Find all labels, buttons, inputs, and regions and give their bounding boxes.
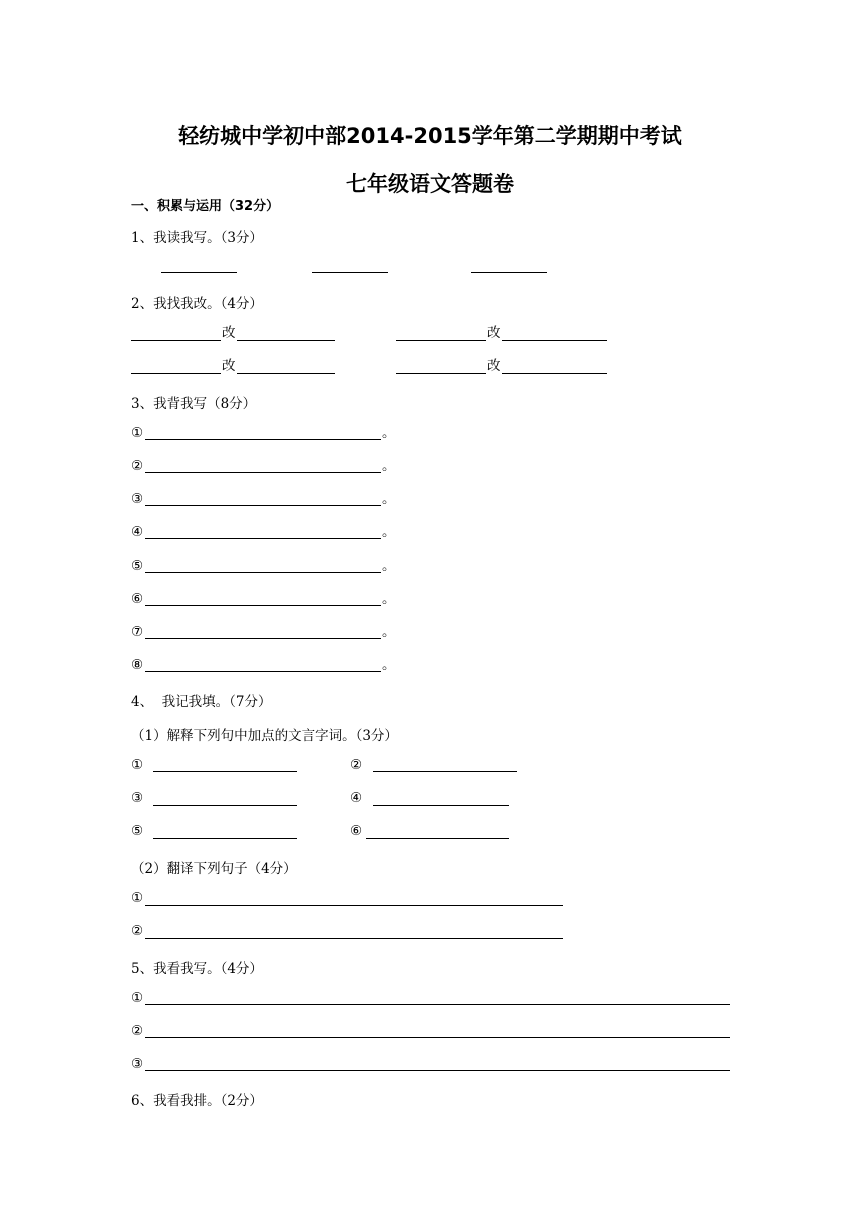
exam-subtitle: 七年级语文答题卷 (346, 172, 514, 196)
question-3-label: 3、我背我写（8分） (131, 396, 257, 412)
period-mark: 。 (382, 558, 396, 574)
answer-blank-5-1[interactable] (145, 1004, 730, 1005)
item-marker: ④ (131, 524, 144, 540)
period-mark: 。 (382, 425, 396, 441)
item-marker: ③ (131, 790, 144, 806)
answer-blank-4-2-1[interactable] (145, 905, 563, 906)
question-2-label: 2、我找我改。（4分） (131, 296, 263, 312)
item-marker: ③ (131, 491, 144, 507)
item-marker: ③ (131, 1056, 144, 1072)
answer-blank-2-4-right[interactable] (502, 373, 607, 374)
question-4-part-2-label: （2）翻译下列句子（4分） (131, 861, 297, 877)
answer-blank-5-2[interactable] (145, 1037, 730, 1038)
answer-blank-2-2-right[interactable] (502, 340, 607, 341)
section-1-title: 一、积累与运用（32分） (131, 199, 280, 214)
answer-blank-4-1-2[interactable] (373, 771, 517, 772)
item-marker: ④ (350, 790, 363, 806)
change-word: 改 (487, 358, 501, 374)
period-mark: 。 (382, 591, 396, 607)
answer-blank-2-3-right[interactable] (237, 373, 335, 374)
answer-blank-4-1-1[interactable] (153, 771, 297, 772)
answer-blank-3-8[interactable] (145, 671, 381, 672)
answer-blank-3-5[interactable] (145, 572, 381, 573)
item-marker: ② (131, 458, 144, 474)
change-word: 改 (222, 358, 236, 374)
answer-blank-1-1[interactable] (161, 272, 237, 273)
period-mark: 。 (382, 458, 396, 474)
answer-blank-3-6[interactable] (145, 605, 381, 606)
answer-blank-2-1-wrong[interactable] (131, 340, 221, 341)
change-word: 改 (487, 325, 501, 341)
item-marker: ① (131, 757, 144, 773)
answer-blank-1-2[interactable] (312, 272, 388, 273)
item-marker: ⑥ (350, 823, 363, 839)
answer-blank-4-1-5[interactable] (153, 838, 297, 839)
item-marker: ② (350, 757, 363, 773)
item-marker: ② (131, 1023, 144, 1039)
answer-blank-3-7[interactable] (145, 638, 381, 639)
period-mark: 。 (382, 491, 396, 507)
item-marker: ⑥ (131, 591, 144, 607)
item-marker: ① (131, 990, 144, 1006)
exam-title: 轻纺城中学初中部2014-2015学年第二学期期中考试 (178, 124, 682, 148)
question-5-label: 5、我看我写。（4分） (131, 961, 263, 977)
answer-blank-5-3[interactable] (145, 1070, 730, 1071)
item-marker: ① (131, 890, 144, 906)
question-6-label: 6、我看我排。（2分） (131, 1093, 263, 1109)
answer-blank-2-1-right[interactable] (237, 340, 335, 341)
answer-blank-4-1-6[interactable] (366, 838, 509, 839)
answer-blank-2-3-wrong[interactable] (131, 373, 221, 374)
question-1-label: 1、我读我写。（3分） (131, 230, 263, 246)
item-marker: ⑤ (131, 558, 144, 574)
item-marker: ② (131, 923, 144, 939)
answer-blank-4-1-3[interactable] (153, 805, 297, 806)
period-mark: 。 (382, 624, 396, 640)
question-4-part-1-label: （1）解释下列句中加点的文言字词。（3分） (131, 728, 398, 744)
item-marker: ⑦ (131, 624, 144, 640)
answer-blank-2-4-wrong[interactable] (396, 373, 486, 374)
question-4-label: 4、 我记我填。（7分） (131, 694, 272, 710)
item-marker: ⑤ (131, 823, 144, 839)
item-marker: ① (131, 425, 144, 441)
period-mark: 。 (382, 657, 396, 673)
period-mark: 。 (382, 524, 396, 540)
answer-blank-2-2-wrong[interactable] (396, 340, 486, 341)
item-marker: ⑧ (131, 657, 144, 673)
answer-blank-3-2[interactable] (145, 472, 381, 473)
change-word: 改 (222, 325, 236, 341)
answer-blank-4-1-4[interactable] (373, 805, 509, 806)
answer-blank-3-3[interactable] (145, 505, 381, 506)
answer-blank-1-3[interactable] (471, 272, 547, 273)
answer-blank-3-4[interactable] (145, 538, 381, 539)
answer-blank-3-1[interactable] (145, 439, 381, 440)
answer-blank-4-2-2[interactable] (145, 938, 563, 939)
